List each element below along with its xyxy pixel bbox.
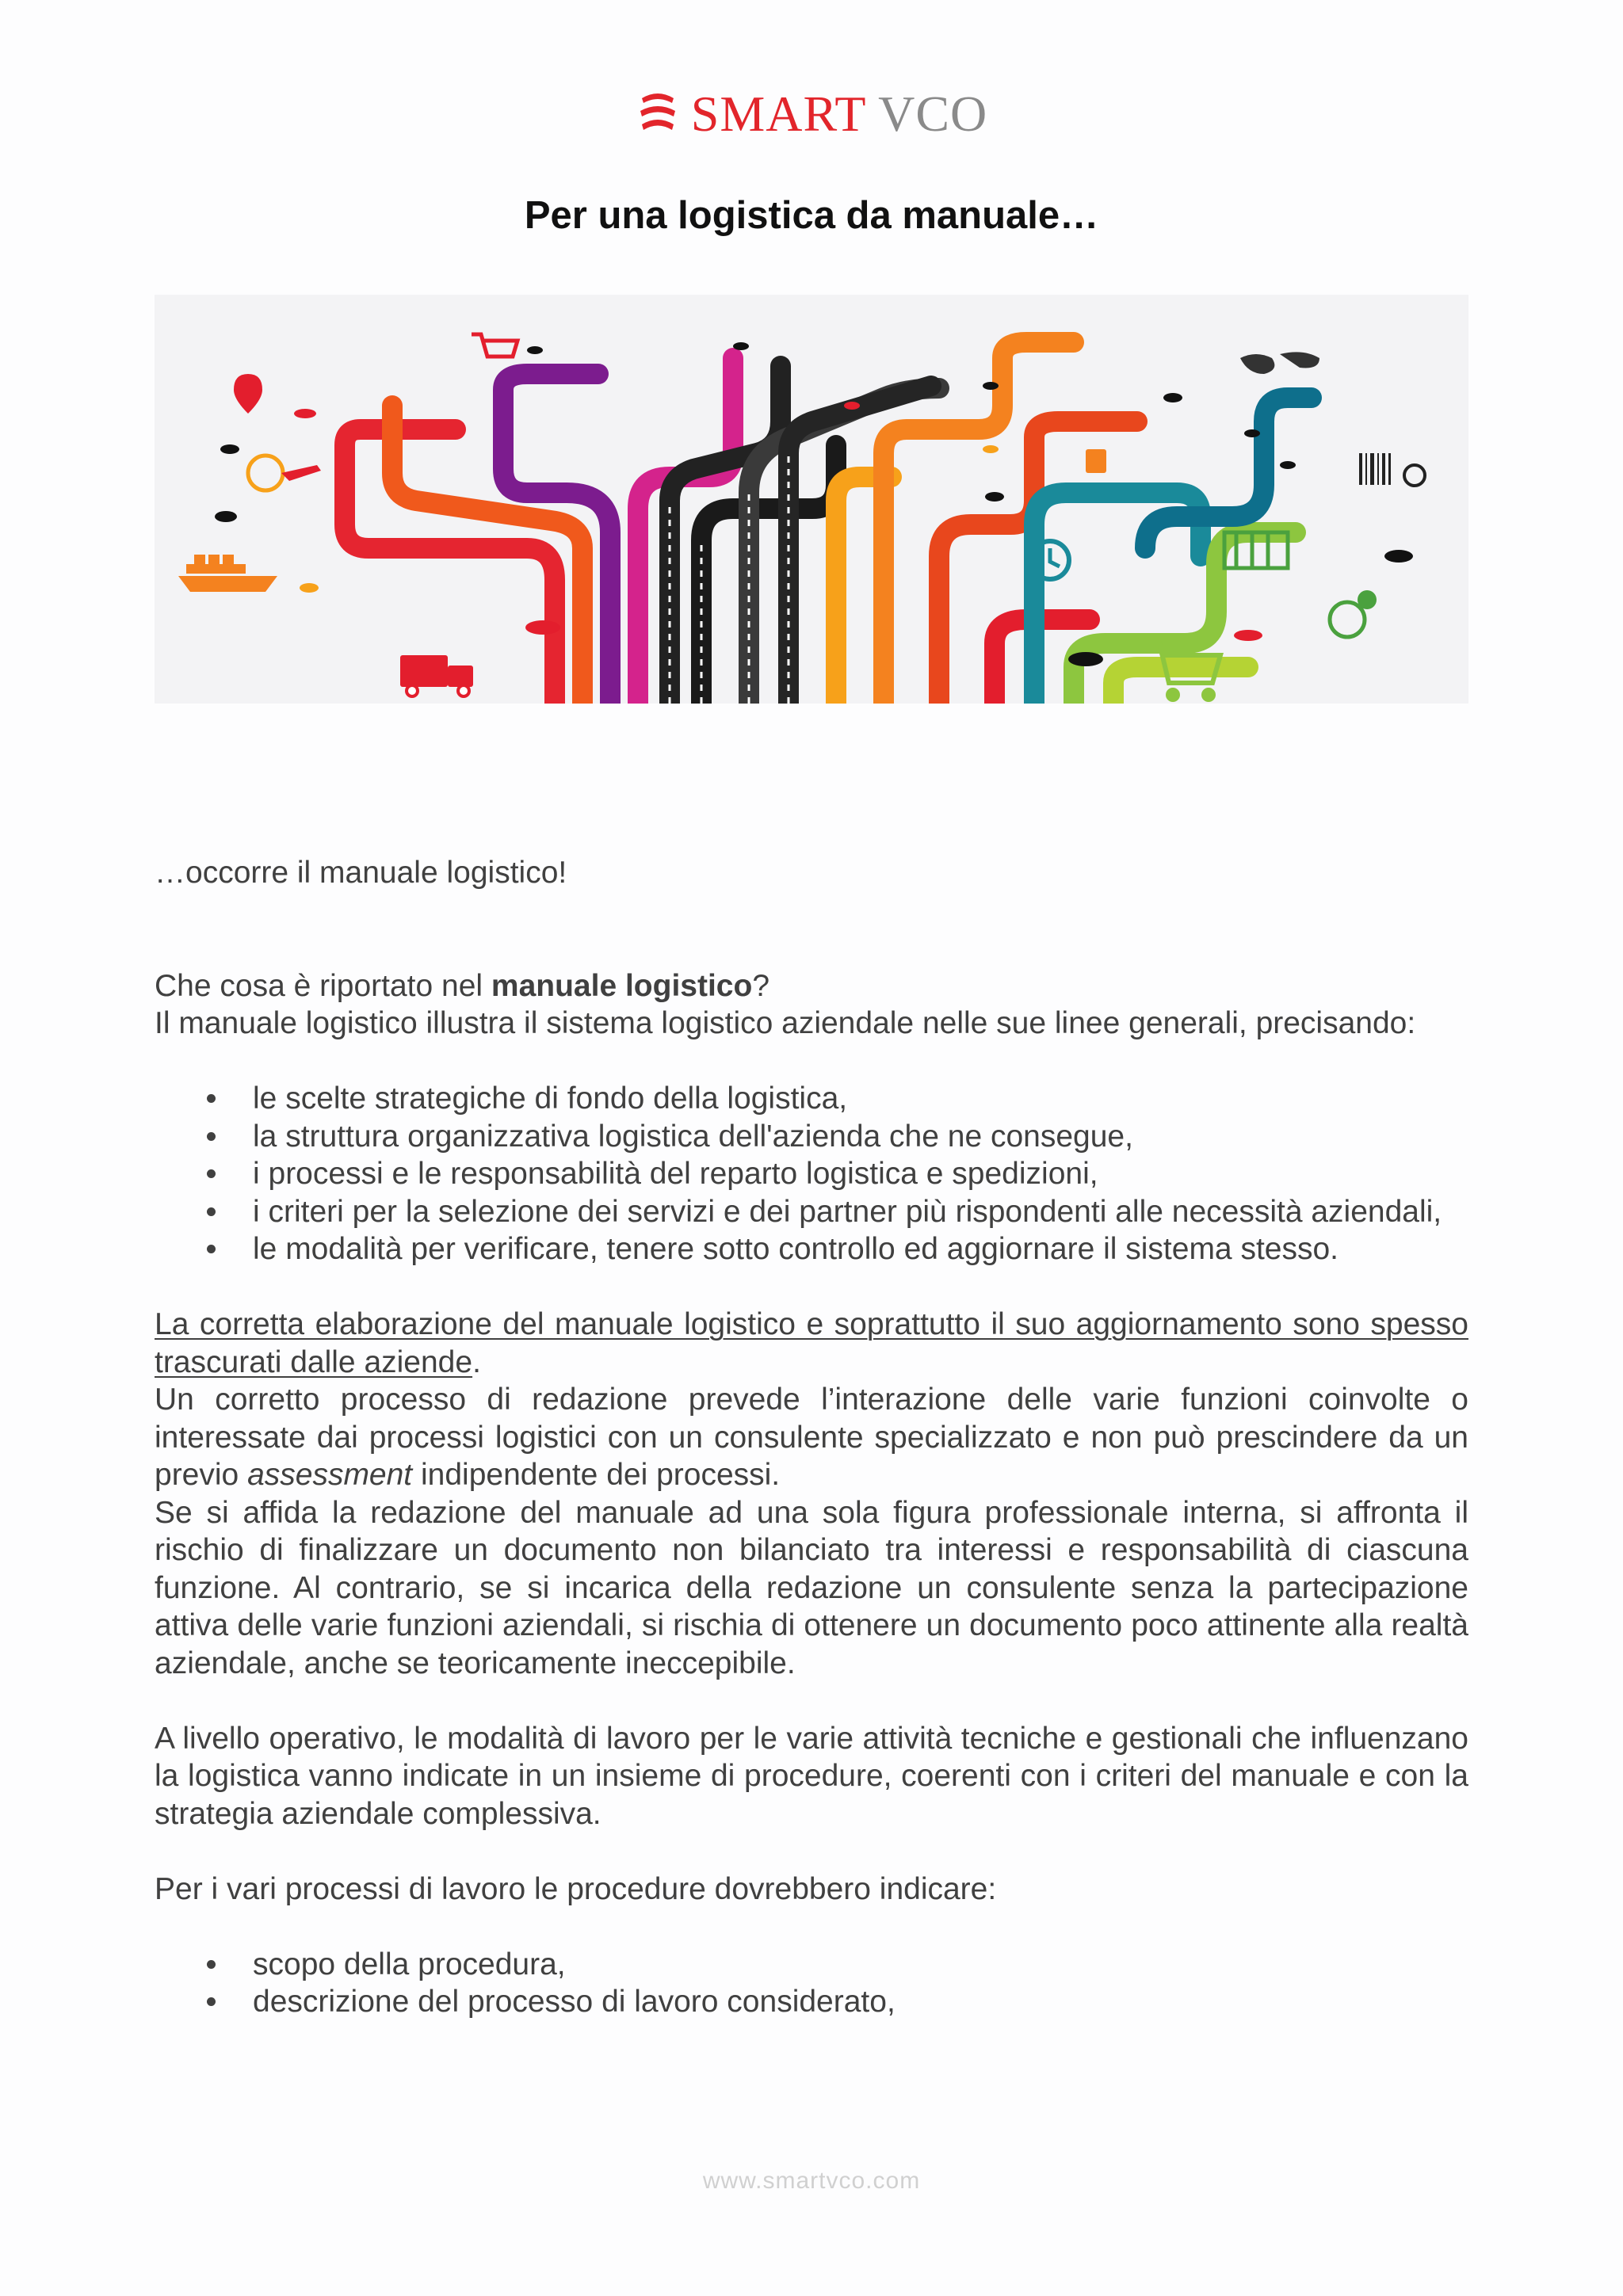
operational-paragraph: A livello operativo, le modalità di lavoro per le varie attività tecniche e gestionali che influenzano la logistica vanno indicate in un insieme di procedure, coerenti con i criteri del manuale e con la strategia aziendale complessiva. xyxy=(155,1721,1468,1831)
list-item: i criteri per la selezione dei servizi e dei partner più rispondenti alle necessità aziendali, xyxy=(155,1193,1468,1231)
logo-smart-text: SMART xyxy=(690,86,866,142)
procedures-list xyxy=(155,1946,1468,2021)
logo-vco-text: VCO xyxy=(878,86,988,142)
ship-icon xyxy=(178,555,277,592)
package-icon xyxy=(1086,449,1106,473)
manual-description: Il manuale logistico illustra il sistema logistico aziendale nelle sue linee generali, precisando: xyxy=(155,1006,1416,1040)
globe-pin-icon xyxy=(1330,590,1377,637)
list-item: descrizione del processo di lavoro considerato, xyxy=(155,1983,1468,2021)
question-text: Che cosa è riportato nel manuale logistico? xyxy=(155,968,770,1003)
smart-vco-logo-icon xyxy=(636,90,680,138)
map-pin-icon xyxy=(234,374,262,414)
logistics-roads-illustration xyxy=(155,295,1468,704)
list-item: scopo della procedura, xyxy=(155,1946,1468,1984)
intro-text: …occorre il manuale logistico! xyxy=(155,856,567,890)
procedures-intro: Per i vari processi di lavoro le procedure dovrebbero indicare: xyxy=(155,1871,997,1906)
shopping-cart-icon xyxy=(472,334,517,357)
world-map-icon xyxy=(1240,352,1319,374)
list-item: le modalità per verificare, tenere sotto controllo ed aggiornare il sistema stesso. xyxy=(155,1230,1468,1268)
footer-url: www.smartvco.com xyxy=(702,2168,921,2194)
company-logo xyxy=(0,86,1623,142)
process-paragraph: Un corretto processo di redazione prevede l’interazione delle varie funzioni coinvolte o interessate dai processi logistici con un consulente specializzato e non può prescindere da un previo assessment indipendente dei processi. xyxy=(155,1383,1468,1492)
page-title: Per una logistica da manuale… xyxy=(524,194,1099,237)
barcode-icon xyxy=(1359,453,1425,486)
truck-icon xyxy=(400,655,473,696)
risk-paragraph: Se si affida la redazione del manuale ad una sola figura professionale interna, si affronta il rischio di finalizzare un documento non bilanciato tra interessi e responsabilità di ciascuna funzione. Al contrario, se si incarica della redazione un consulente senza la partecipazione attiva delle varie funzioni aziendali, si rischia di ottenere un documento poco attinente alla realtà aziendale, anche se teoricamente ineccepibile. xyxy=(155,1495,1468,1680)
list-item: i processi e le responsabilità del reparto logistica e spedizioni, xyxy=(155,1155,1468,1193)
manual-contents-list xyxy=(155,1080,1468,1268)
list-item: le scelte strategiche di fondo della logistica, xyxy=(155,1080,1468,1118)
document-body xyxy=(155,854,1468,2021)
emphasis-paragraph: La corretta elaborazione del manuale logistico e soprattutto il suo aggiornamento sono spesso trascurati dalle aziende. xyxy=(155,1307,1468,1379)
airplane-icon xyxy=(248,456,321,490)
list-item: la struttura organizzativa logistica dell'azienda che ne consegue, xyxy=(155,1118,1468,1156)
